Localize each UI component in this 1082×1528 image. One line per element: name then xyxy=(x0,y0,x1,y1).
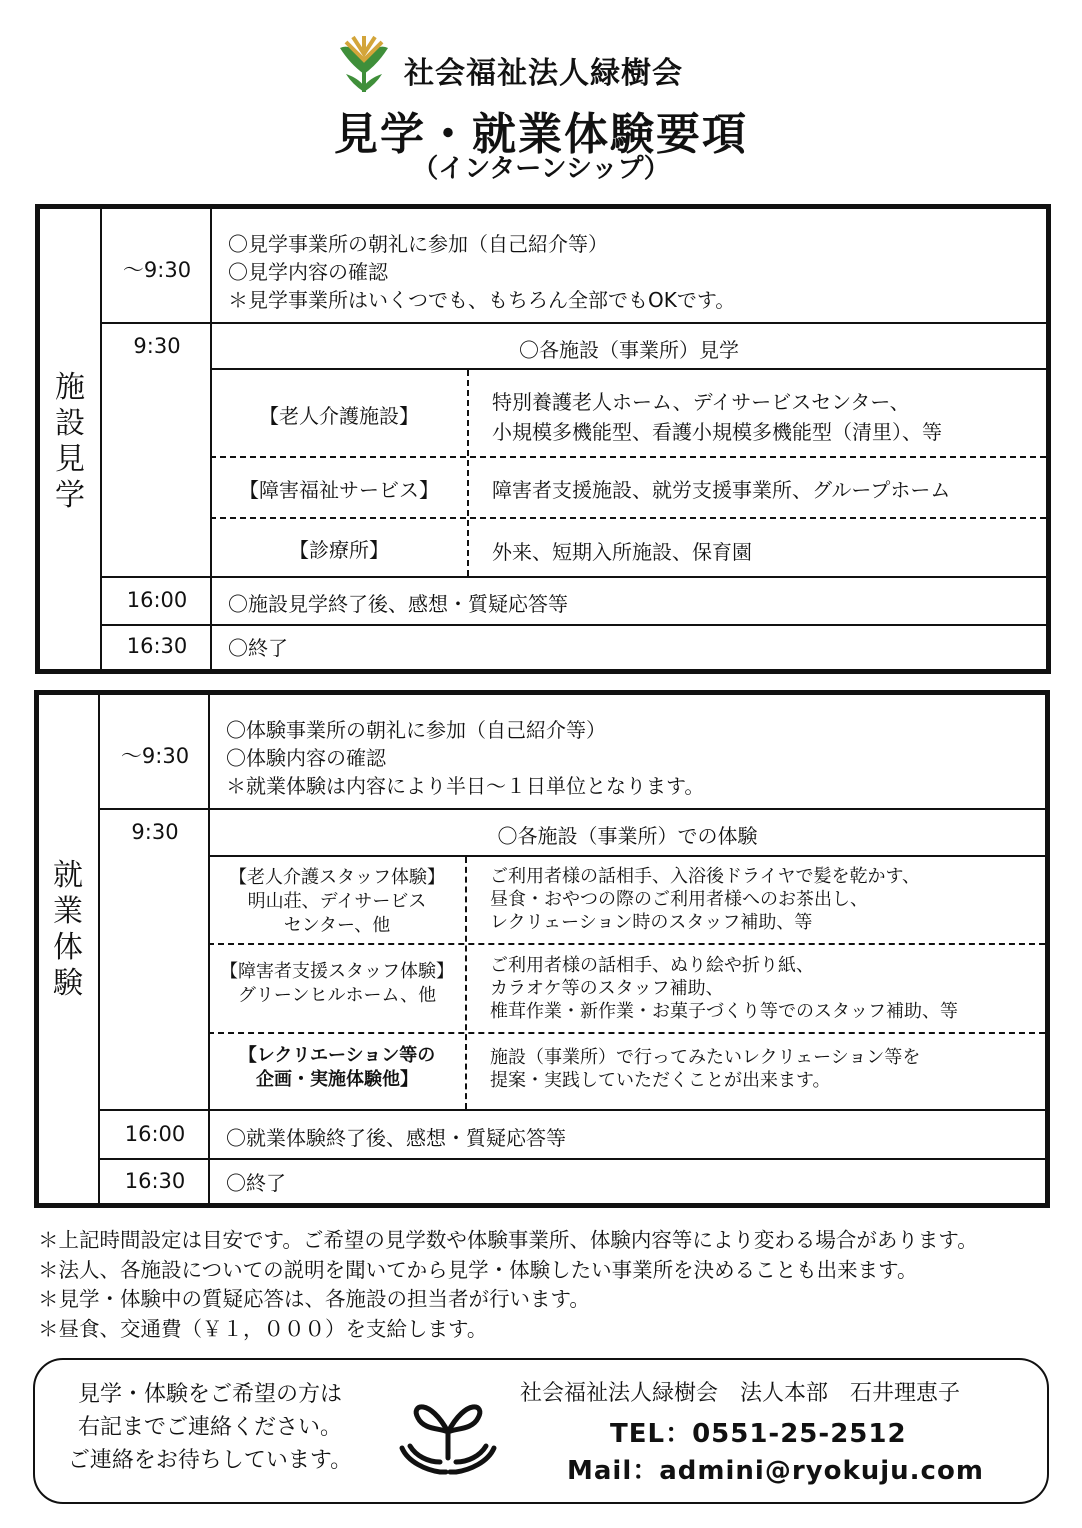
work-line: 〇就業体験終了後、感想・質疑応答等 xyxy=(226,1126,566,1150)
notes xyxy=(38,1226,978,1344)
facility-detail: 小規模多機能型、看護小規模多機能型（清里）、等 xyxy=(492,420,942,444)
facility-detail: 障害者支援施設、就労支援事業所、グループホーム xyxy=(492,478,951,502)
program-detail: 昼食・おやつの際のご利用者様へのお茶出し、 xyxy=(490,889,868,910)
work-heading: 〇各施設（事業所）での体験 xyxy=(497,824,758,848)
contact-email[interactable]: Mail：admini@ryokuju.com xyxy=(567,1456,984,1486)
work-line: 〇終了 xyxy=(226,1171,286,1195)
visit-time-start: ～9:30 xyxy=(122,258,192,282)
visit-line: 〇終了 xyxy=(228,636,288,660)
work-line: ＊就業体験は内容により半日～１日単位となります。 xyxy=(226,774,705,798)
work-time-1630: 16:30 xyxy=(124,1169,186,1193)
contact-name: 社会福祉法人緑樹会 法人本部 石井理恵子 xyxy=(520,1381,961,1406)
note-item: ＊昼食、交通費（￥１，０００）を支給します。 xyxy=(38,1316,488,1341)
sprout-hands-icon xyxy=(396,1392,500,1482)
visit-line: 〇見学事業所の朝礼に参加（自己紹介等） xyxy=(228,232,608,256)
work-time-1600: 16:00 xyxy=(124,1122,186,1146)
facility-label: 【障害福祉サービス】 xyxy=(239,478,439,502)
work-line: 〇体験事業所の朝礼に参加（自己紹介等） xyxy=(226,718,606,742)
visit-section-label: 施設見学 xyxy=(55,370,85,513)
facility-detail: 外来、短期入所施設、保育園 xyxy=(492,540,752,564)
visit-time-1600: 16:00 xyxy=(126,588,188,612)
program-detail: ご利用者様の話相手、入浴後ドライヤで髪を乾かす、 xyxy=(490,866,921,887)
visit-line: 〇見学内容の確認 xyxy=(228,260,388,284)
note-item: ＊法人、各施設についての説明を聞いてから見学・体験したい事業所を決めることも出来ます。 xyxy=(38,1257,918,1282)
visit-time-1630: 16:30 xyxy=(126,634,188,658)
visit-time-930: 9:30 xyxy=(133,334,181,358)
program-label: 【障害者支援スタッフ体験】 グリーンヒルホーム、他 xyxy=(220,961,454,1006)
program-detail: 椎茸作業・新作業・お菓子づくり等でのスタッフ補助、等 xyxy=(490,1001,958,1022)
program-detail: レクリェーション時のスタッフ補助、等 xyxy=(490,912,813,933)
contact-phone[interactable]: TEL：0551-25-2512 xyxy=(610,1419,907,1449)
note-item: ＊見学・体験中の質疑応答は、各施設の担当者が行います。 xyxy=(38,1287,590,1311)
page-title: 見学・就業体験要項 xyxy=(334,109,748,160)
program-label: 【老人介護スタッフ体験】 明山荘、デイサービス センター、他 xyxy=(229,867,445,936)
visit-heading: 〇各施設（事業所）見学 xyxy=(519,338,739,362)
work-line: 〇体験内容の確認 xyxy=(226,746,386,770)
page-subtitle: （インターンシップ） xyxy=(412,154,670,184)
program-detail: ご利用者様の話相手、ぬり絵や折り紙、 xyxy=(490,955,814,976)
program-detail: 施設（事業所）で行ってみたいレクリェーション等を xyxy=(490,1047,921,1068)
work-time-930: 9:30 xyxy=(131,820,179,844)
visit-line: 〇施設見学終了後、感想・質疑応答等 xyxy=(228,592,568,616)
program-detail: カラオケ等のスタッフ補助、 xyxy=(490,978,724,999)
visit-line: ＊見学事業所はいくつでも、もちろん全部でもOKです。 xyxy=(228,288,736,312)
program-label: 【レクリエーション等の 企画・実施体験他】 xyxy=(238,1045,436,1090)
contact-message: 見学・体験をご希望の方は 右記までご連絡ください。 ご連絡をお待ちしています。 xyxy=(67,1382,353,1473)
program-detail: 提案・実践していただくことが出来ます。 xyxy=(490,1070,831,1091)
facility-label: 【診療所】 xyxy=(289,538,389,562)
work-section-label: 就業体験 xyxy=(53,858,83,1001)
facility-label: 【老人介護施設】 xyxy=(259,404,419,428)
facility-detail: 特別養護老人ホーム、デイサービスセンター、 xyxy=(492,390,910,414)
work-time-start: ～9:30 xyxy=(120,744,190,768)
organization-name: 社会福祉法人緑樹会 xyxy=(404,56,683,91)
tree-logo-icon xyxy=(338,34,390,94)
note-item: ＊上記時間設定は目安です。ご希望の見学数や体験事業所、体験内容等により変わる場合があります。 xyxy=(38,1228,978,1252)
